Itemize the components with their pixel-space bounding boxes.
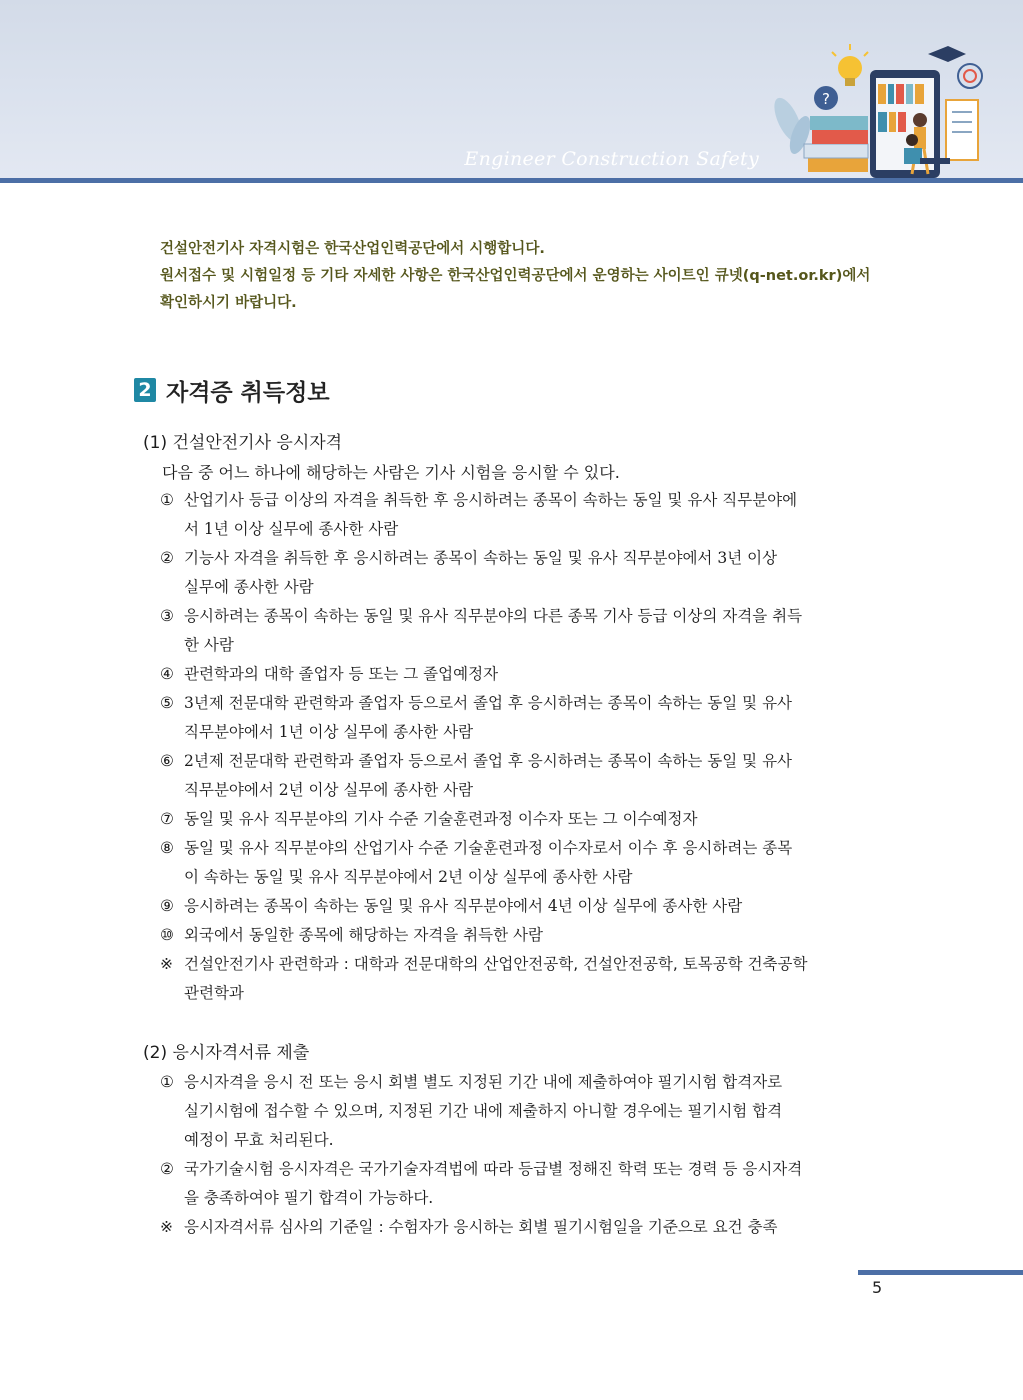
list-item (160, 834, 850, 892)
list-marker: ⑤ (160, 694, 174, 712)
list-item (160, 805, 850, 834)
notice-line: 원서접수 및 시험일정 등 기타 자세한 사항은 한국산업인력공단에서 운영하는 사이트인 큐넷(q-net.or.kr)에서 (160, 268, 871, 284)
list-item (160, 747, 850, 805)
page-number: 5 (872, 1278, 883, 1297)
note-item (160, 1213, 850, 1242)
part1-list (160, 486, 850, 1008)
item-text: 을 충족하여야 필기 합격이 가능하다. (184, 1189, 434, 1207)
note-item (160, 950, 850, 1008)
list-marker: ② (160, 549, 174, 567)
list-marker: ⑨ (160, 897, 174, 915)
header-caption: Engineer Construction Safety (464, 148, 759, 170)
list-item (160, 544, 850, 602)
note-text: 건설안전기사 관련학과 : 대학과 전문대학의 산업안전공학, 건설안전공학, 토목공학 건축공학 (184, 955, 808, 973)
notice-block (160, 236, 871, 317)
item-text: 한 사람 (184, 636, 234, 654)
item-text: 서 1년 이상 실무에 종사한 사람 (184, 520, 399, 538)
list-marker: ② (160, 1160, 174, 1178)
list-marker: ⑦ (160, 810, 174, 828)
item-text: 실무에 종사한 사람 (184, 578, 314, 596)
list-marker: ③ (160, 607, 174, 625)
list-item (160, 486, 850, 544)
notice-line: 확인하시기 바랍니다. (160, 295, 297, 311)
list-marker: ④ (160, 665, 174, 683)
item-text: 응시자격을 응시 전 또는 응시 회별 별도 지정된 기간 내에 제출하여야 필기시험 합격자로 (184, 1073, 783, 1091)
part1-intro: 다음 중 어느 하나에 해당하는 사람은 기사 시험을 응시할 수 있다. (162, 463, 620, 482)
item-text: 이 속하는 동일 및 유사 직무분야에서 2년 이상 실무에 종사한 사람 (184, 868, 633, 886)
footer-divider (858, 1270, 1023, 1275)
item-text: 예정이 무효 처리된다. (184, 1131, 334, 1149)
item-text: 동일 및 유사 직무분야의 산업기사 수준 기술훈련과정 이수자로서 이수 후 응시하려는 종목 (184, 839, 793, 857)
item-text: 국가기술시험 응시자격은 국가기술자격법에 따라 등급별 정해진 학력 또는 경력 등 응시자격 (184, 1160, 803, 1178)
list-marker: ⑩ (160, 926, 174, 944)
item-text: 산업기사 등급 이상의 자격을 취득한 후 응시하려는 종목이 속하는 동일 및 유사 직무분야에 (184, 491, 798, 509)
list-item (160, 1068, 850, 1155)
item-text: 응시하려는 종목이 속하는 동일 및 유사 직무분야의 다른 종목 기사 등급 이상의 자격을 취득 (184, 607, 803, 625)
list-item (160, 892, 850, 921)
list-item (160, 689, 850, 747)
list-marker: ⑧ (160, 839, 174, 857)
item-text: 3년제 전문대학 관련학과 졸업자 등으로서 졸업 후 응시하려는 종목이 속하는 동일 및 유사 (184, 694, 793, 712)
note-marker: ※ (160, 955, 173, 973)
notice-line: 건설안전기사 자격시험은 한국산업인력공단에서 시행합니다. (160, 241, 545, 257)
note-text: 관련학과 (184, 984, 244, 1002)
item-text: 외국에서 동일한 종목에 해당하는 자격을 취득한 사람 (184, 926, 543, 944)
item-text: 관련학과의 대학 졸업자 등 또는 그 졸업예정자 (184, 665, 499, 683)
item-text: 응시하려는 종목이 속하는 동일 및 유사 직무분야에서 4년 이상 실무에 종사한 사람 (184, 897, 743, 915)
item-text: 직무분야에서 2년 이상 실무에 종사한 사람 (184, 781, 474, 799)
part2-title: (2) 응시자격서류 제출 (143, 1043, 310, 1063)
section-number-badge: 2 (134, 378, 156, 402)
item-text: 기능사 자격을 취득한 후 응시하려는 종목이 속하는 동일 및 유사 직무분야에서 3년 이상 (184, 549, 778, 567)
note-marker: ※ (160, 1218, 173, 1236)
item-text: 동일 및 유사 직무분야의 기사 수준 기술훈련과정 이수자 또는 그 이수예정자 (184, 810, 698, 828)
item-text: 직무분야에서 1년 이상 실무에 종사한 사람 (184, 723, 474, 741)
study-illustration-icon (770, 40, 1010, 180)
list-marker: ① (160, 491, 174, 509)
list-item (160, 602, 850, 660)
list-item (160, 660, 850, 689)
section-title: 자격증 취득정보 (166, 379, 330, 406)
section-heading (134, 374, 330, 406)
item-text: 실기시험에 접수할 수 있으며, 지정된 기간 내에 제출하지 아니할 경우에는 필기시험 합격 (184, 1102, 783, 1120)
part1-title: (1) 건설안전기사 응시자격 (143, 433, 343, 453)
list-marker: ⑥ (160, 752, 174, 770)
svg-text:?: ? (822, 90, 830, 108)
list-item (160, 921, 850, 950)
note-text: 응시자격서류 심사의 기준일 : 수험자가 응시하는 회별 필기시험일을 기준으로 요건 충족 (184, 1218, 778, 1236)
item-text: 2년제 전문대학 관련학과 졸업자 등으로서 졸업 후 응시하려는 종목이 속하는 동일 및 유사 (184, 752, 793, 770)
part2-list (160, 1068, 850, 1242)
list-item (160, 1155, 850, 1213)
list-marker: ① (160, 1073, 174, 1091)
